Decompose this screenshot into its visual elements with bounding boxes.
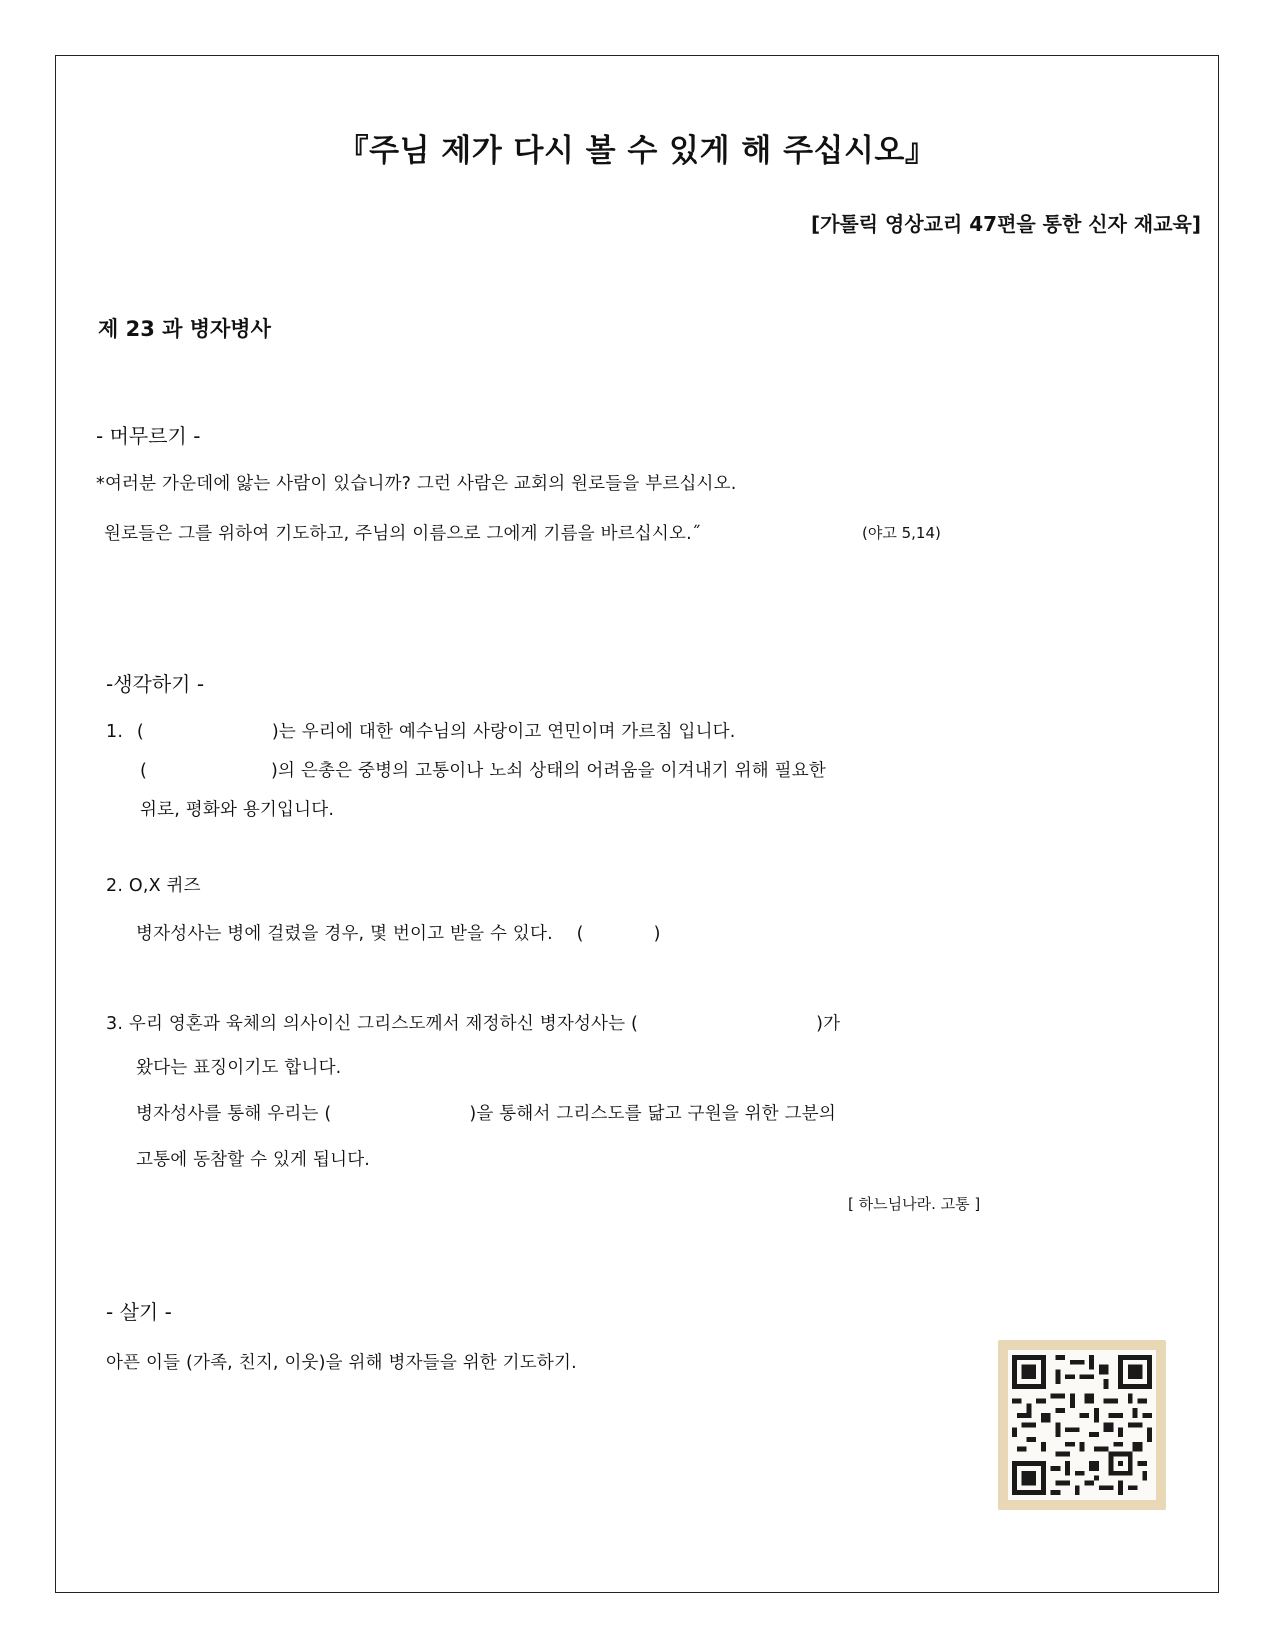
scripture-citation: (야고 5,14) (862, 524, 941, 542)
question-1-text-2: )의 은총은 중병의 고통이나 노쇠 상태의 어려움을 이겨내기 위해 필요한 (271, 761, 826, 781)
question-2-text: 병자성사는 병에 걸렸을 경우, 몇 번이고 받을 수 있다. (136, 924, 553, 944)
section-heading-think: -생각하기 - (106, 672, 205, 696)
section-heading-reflect: - 머무르기 - (96, 424, 201, 448)
question-1-line-2 (140, 757, 826, 782)
question-1-paren-open: ( (136, 722, 144, 742)
question-1-text: )는 우리에 대한 예수님의 사랑이고 연민이며 가르침 입니다. (271, 722, 736, 742)
question-1-number: 1. (106, 722, 124, 742)
question-1-paren-open-2: ( (140, 761, 148, 781)
scripture-line-1: *여러분 가운데에 앓는 사람이 있습니까? 그런 사람은 교회의 원로들을 부르십시오. (96, 474, 737, 494)
question-3-text-start: 3. 우리 영혼과 육체의 의사이신 그리스도께서 제정하신 병자성사는 ( (106, 1014, 639, 1034)
question-2-line (136, 920, 661, 945)
question-3-line-4: 고통에 동참할 수 있게 됩니다. (136, 1150, 371, 1170)
section-heading-live: - 살기 - (106, 1300, 172, 1324)
live-activity: 아픈 이들 (가족, 친지, 이웃)을 위해 병자들을 위한 기도하기. (106, 1353, 577, 1373)
document-title: 『주님 제가 다시 볼 수 있게 해 주십시오』 (337, 133, 937, 169)
qr-code-icon[interactable] (998, 1340, 1166, 1510)
question-3-text-3-start: 병자성사를 통해 우리는 ( (136, 1104, 332, 1124)
question-1-line-1 (106, 718, 736, 743)
question-2-heading: 2. O,X 퀴즈 (106, 876, 201, 896)
question-3-line-2: 왔다는 표징이기도 합니다. (136, 1058, 342, 1078)
question-2-paren-open: ( (576, 924, 584, 944)
document-subtitle: [가톨릭 영상교리 47편을 통한 신자 재교육] (810, 212, 1201, 236)
question-3-text-end: )가 (816, 1014, 841, 1034)
question-2-paren-close: ) (653, 924, 661, 944)
question-3-line-1 (106, 1010, 840, 1035)
answer-hint: [ 하느님나라. 고통 ] (848, 1195, 981, 1213)
question-3-line-3 (136, 1100, 836, 1125)
scripture-line-2: 원로들은 그를 위하여 기도하고, 주님의 이름으로 그에게 기름을 바르십시오.˝ (104, 524, 701, 544)
question-3-text-3-end: )을 통해서 그리스도를 닮고 구원을 위한 그분의 (469, 1104, 836, 1124)
lesson-title: 제 23 과 병자병사 (98, 317, 271, 341)
question-1-line-3: 위로, 평화와 용기입니다. (140, 800, 335, 820)
